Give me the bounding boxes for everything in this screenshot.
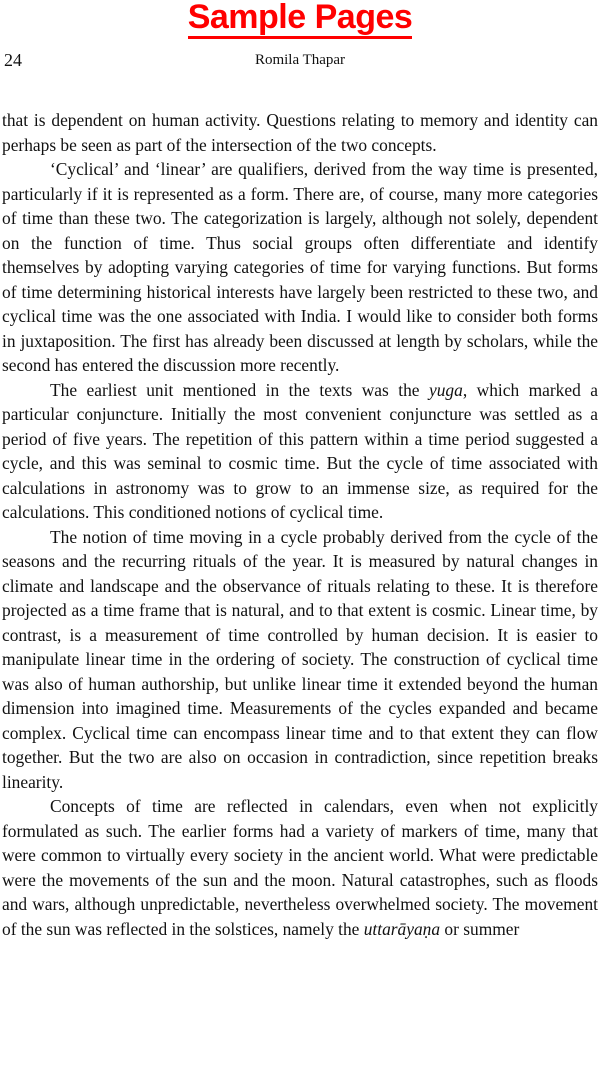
running-head-author: Romila Thapar — [254, 52, 346, 68]
body-text — [2, 108, 598, 941]
paragraph-1: that is dependent on human activity. Questions relating to memory and identity can perhaps be seen as part of the intersection of the two concepts. — [2, 110, 598, 155]
paragraph-3: The earliest unit mentioned in the texts was the yuga, which marked a particular conjuncture. Initially the most convenient conjuncture was settled as a period of five years. The repetition of this pattern within a time period suggested a cycle, and this was seminal to cosmic time. But the cycle of time associated with calculations in astronomy was to grow to an immense size, as required for the calculations. This conditioned notions of cyclical time. — [2, 379, 599, 522]
sample-pages-banner — [0, 0, 600, 39]
page-number: 24 — [4, 50, 22, 70]
paragraph-2: ‘Cyclical’ and ‘linear’ are qualifiers, derived from the way time is presented, particularly if it is represented as a form. There are, of course, many more categories of time than these two. The categorization is largely, although not solely, dependent on the function of time. Thus social groups often differentiate and identify themselves by adopting varying categories of time for varying functions. But forms of time determining historical interests have largely been restricted to these two, and cyclical time was the one associated with India. I would like to consider both forms in juxtaposition. The first has already been discussed at length by scholars, while the second has entered the discussion more recently. — [2, 159, 598, 375]
banner-text: Sample Pages — [188, 0, 413, 39]
paragraph-4: The notion of time moving in a cycle probably derived from the cycle of the seasons and the recurring rituals of the year. It is measured by natural changes in climate and landscape and the observance of rituals relating to these. It is therefore projected as a time frame that is natural, and to that extent is cosmic. Linear time, by contrast, is a measurement of time controlled by human decision. It is easier to manipulate linear time in the ordering of society. The construction of cyclical time was also of human authorship, but unlike linear time it extended beyond the human dimension into imagined time. Measurements of the cycles expanded and became complex. Cyclical time can encompass linear time and to that extent they can flow together. But the two are also on occasion in contradiction, since repetition breaks linearity. — [2, 526, 598, 792]
paragraph-5: Concepts of time are reflected in calendars, even when not explicitly formulated as such. The earlier forms had a variety of markers of time, many that were common to virtually every society in the ancient world. What were predictable were the movements of the sun and the moon. Natural catastrophes, such as floods and wars, although unpredictable, nevertheless overwhelmed society. The movement of the sun was reflected in the solstices, namely the uttarāyaṇa or summer — [2, 796, 598, 939]
